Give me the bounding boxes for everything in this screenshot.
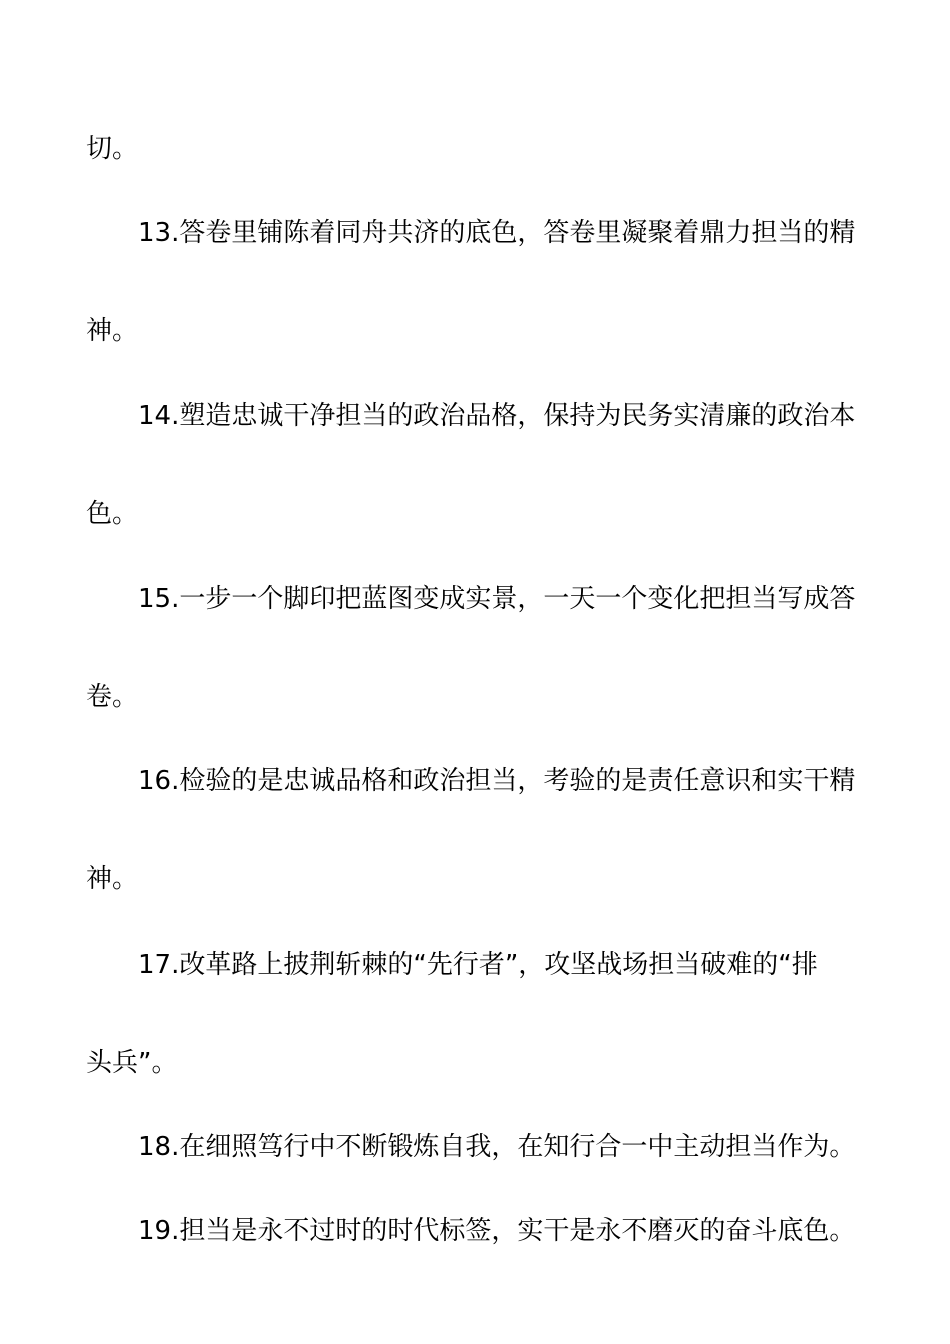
paragraph-17-line-1: 17.改革路上披荆斩棘的“先行者”，攻坚战场担当破难的“排	[138, 950, 818, 980]
paragraph-15-line-2: 卷。	[86, 682, 139, 712]
paragraph-17-line-2: 头兵”。	[86, 1048, 178, 1078]
paragraph-19: 19.担当是永不过时的时代标签，实干是永不磨灭的奋斗底色。	[138, 1216, 856, 1246]
paragraph-16-line-2: 神。	[86, 864, 139, 894]
paragraph-continuation: 切。	[86, 134, 139, 164]
paragraph-14-line-1: 14.塑造忠诚干净担当的政治品格，保持为民务实清廉的政治本	[138, 401, 856, 431]
paragraph-13-line-1: 13.答卷里铺陈着同舟共济的底色，答卷里凝聚着鼎力担当的精	[138, 218, 856, 248]
paragraph-16-line-1: 16.检验的是忠诚品格和政治担当，考验的是责任意识和实干精	[138, 766, 856, 796]
paragraph-13-line-2: 神。	[86, 316, 139, 346]
paragraph-18: 18.在细照笃行中不断锻炼自我，在知行合一中主动担当作为。	[138, 1132, 856, 1162]
paragraph-15-line-1: 15.一步一个脚印把蓝图变成实景，一天一个变化把担当写成答	[138, 584, 856, 614]
paragraph-14-line-2: 色。	[86, 499, 139, 529]
